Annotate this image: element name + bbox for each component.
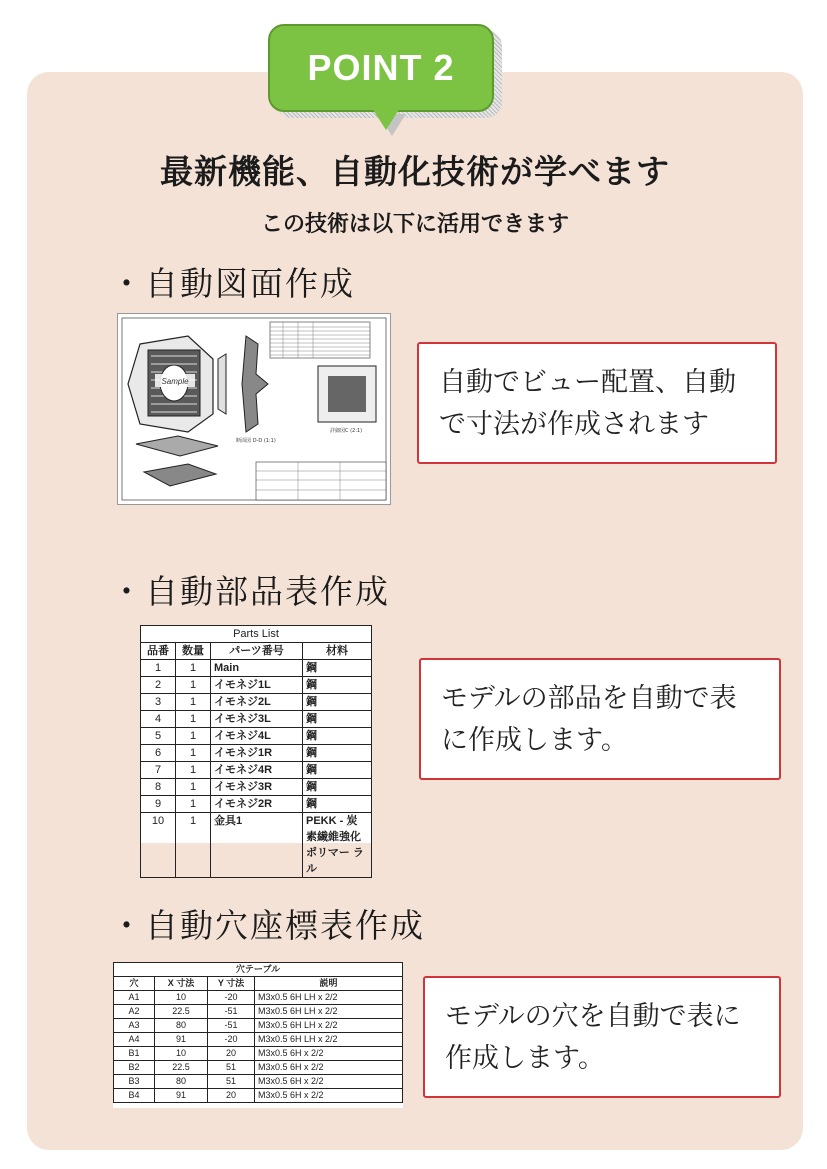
table-row [114, 1047, 403, 1061]
auto-drawing-image [117, 313, 391, 505]
parts-list-title: Parts List [141, 626, 372, 643]
cell: 10 [155, 991, 208, 1005]
svg-text:Sample: Sample [161, 377, 189, 386]
cell: 10 [155, 1047, 208, 1061]
cell: イモネジ3R [211, 779, 303, 796]
cell: M3x0.5 6H x 2/2 [255, 1075, 403, 1089]
cell: -51 [208, 1005, 255, 1019]
table-row [141, 796, 372, 813]
table-row [141, 779, 372, 796]
cell: 7 [141, 762, 176, 779]
cell: 1 [176, 677, 211, 694]
cell: 4 [141, 711, 176, 728]
table-row [114, 1061, 403, 1075]
cell: 8 [141, 779, 176, 796]
cell: M3x0.5 6H x 2/2 [255, 1047, 403, 1061]
cell: B4 [114, 1089, 155, 1103]
cell: 1 [176, 796, 211, 813]
cell: 80 [155, 1019, 208, 1033]
section-heading-drawing: ・自動図面作成 [110, 264, 355, 303]
parts-list-header: 材料 [303, 643, 372, 660]
cell: イモネジ3L [211, 711, 303, 728]
cell: M3x0.5 6H LH x 2/2 [255, 1019, 403, 1033]
section-heading-hole-table: ・自動穴座標表作成 [110, 906, 425, 945]
cell: イモネジ4L [211, 728, 303, 745]
cell: 金具1 [211, 813, 303, 878]
cell: -51 [208, 1019, 255, 1033]
cell: 91 [155, 1089, 208, 1103]
parts-list-header: 品番 [141, 643, 176, 660]
cell: 鋼 [303, 762, 372, 779]
callout-drawing: 自動でビュー配置、自動で寸法が作成されます [417, 342, 777, 464]
cell: イモネジ1L [211, 677, 303, 694]
cell: M3x0.5 6H LH x 2/2 [255, 1033, 403, 1047]
table-row [141, 813, 372, 878]
table-row [141, 677, 372, 694]
hole-table-image [113, 962, 403, 1108]
hole-table-header: X 寸法 [155, 977, 208, 991]
hole-table-header: 穴 [114, 977, 155, 991]
table-row [141, 762, 372, 779]
cell: イモネジ2R [211, 796, 303, 813]
cell: 1 [176, 660, 211, 677]
cell: 1 [176, 813, 211, 878]
cell: 1 [176, 762, 211, 779]
cell: 鋼 [303, 677, 372, 694]
cell: 1 [176, 728, 211, 745]
cell: A2 [114, 1005, 155, 1019]
cell: Main [211, 660, 303, 677]
section-heading-parts-list: ・自動部品表作成 [110, 572, 390, 611]
callout-parts-list: モデルの部品を自動で表に作成します。 [419, 658, 781, 780]
cell: M3x0.5 6H LH x 2/2 [255, 991, 403, 1005]
cell: 鋼 [303, 728, 372, 745]
table-row [141, 711, 372, 728]
hole-table-header: 説明 [255, 977, 403, 991]
svg-text:断面図 D-D (1:1): 断面図 D-D (1:1) [236, 438, 276, 444]
cell: 鋼 [303, 711, 372, 728]
cell: 1 [176, 745, 211, 762]
cell: A3 [114, 1019, 155, 1033]
table-row [114, 1075, 403, 1089]
hole-table-header: Y 寸法 [208, 977, 255, 991]
table-row [114, 1089, 403, 1103]
table-row [114, 1033, 403, 1047]
cell: 1 [176, 694, 211, 711]
cell: 9 [141, 796, 176, 813]
cell: A1 [114, 991, 155, 1005]
cell: 20 [208, 1089, 255, 1103]
cell: 鋼 [303, 745, 372, 762]
cell: M3x0.5 6H x 2/2 [255, 1061, 403, 1075]
cell: PEKK - 炭素繊維強化ポリマー ラル [303, 813, 372, 878]
cell: A4 [114, 1033, 155, 1047]
hole-table [113, 962, 403, 1103]
cell: イモネジ4R [211, 762, 303, 779]
cell: 2 [141, 677, 176, 694]
callout-hole-table: モデルの穴を自動で表に作成します。 [423, 976, 781, 1098]
cell: 22.5 [155, 1005, 208, 1019]
cell: 51 [208, 1061, 255, 1075]
parts-list-header: パーツ番号 [211, 643, 303, 660]
table-row [114, 991, 403, 1005]
drawing-illustration [118, 314, 390, 504]
hole-table-title: 穴テーブル [114, 963, 403, 977]
point-badge-label: POINT 2 [307, 47, 455, 88]
table-row [141, 660, 372, 677]
cell: -20 [208, 991, 255, 1005]
parts-list-table [140, 625, 372, 878]
parts-list-image [140, 625, 372, 875]
table-row [141, 728, 372, 745]
cell: 91 [155, 1033, 208, 1047]
cell: 6 [141, 745, 176, 762]
table-row [141, 694, 372, 711]
cell: 1 [141, 660, 176, 677]
page-subtitle: この技術は以下に活用できます [260, 212, 569, 237]
cell: 51 [208, 1075, 255, 1089]
cell: 鋼 [303, 660, 372, 677]
cell: イモネジ2L [211, 694, 303, 711]
cell: 鋼 [303, 796, 372, 813]
cell: -20 [208, 1033, 255, 1047]
parts-list-header: 数量 [176, 643, 211, 660]
cell: M3x0.5 6H LH x 2/2 [255, 1005, 403, 1019]
cell: 鋼 [303, 779, 372, 796]
table-row [141, 745, 372, 762]
cell: B2 [114, 1061, 155, 1075]
cell: B3 [114, 1075, 155, 1089]
svg-text:詳細図C (2:1): 詳細図C (2:1) [329, 428, 363, 434]
table-row [114, 1019, 403, 1033]
cell: 10 [141, 813, 176, 878]
cell: 20 [208, 1047, 255, 1061]
cell: 22.5 [155, 1061, 208, 1075]
page-title: 最新機能、自動化技術が学べます [160, 152, 670, 191]
cell: 鋼 [303, 694, 372, 711]
cell: 5 [141, 728, 176, 745]
table-row [114, 1005, 403, 1019]
cell: B1 [114, 1047, 155, 1061]
cell: 1 [176, 779, 211, 796]
cell: 3 [141, 694, 176, 711]
cell: 80 [155, 1075, 208, 1089]
cell: M3x0.5 6H x 2/2 [255, 1089, 403, 1103]
cell: イモネジ1R [211, 745, 303, 762]
cell: 1 [176, 711, 211, 728]
